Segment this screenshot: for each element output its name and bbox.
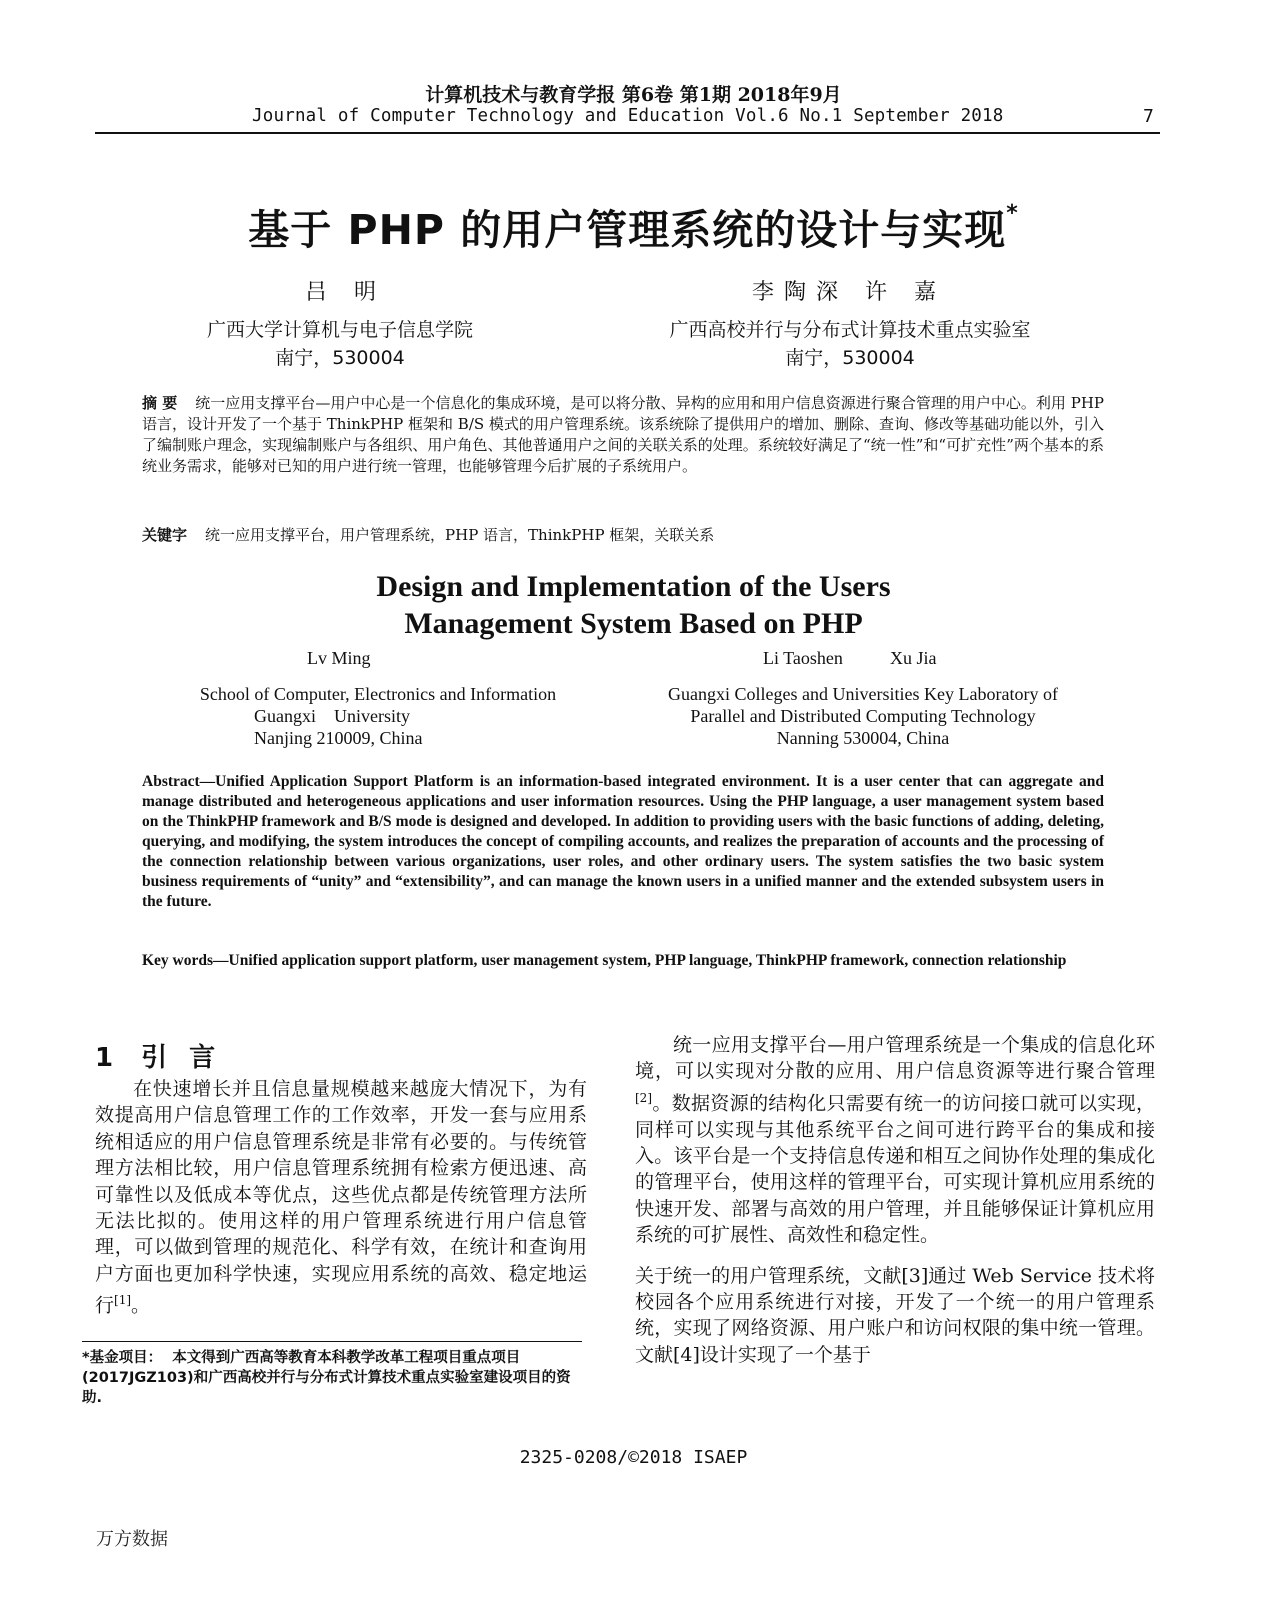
paper-title-cn bbox=[0, 197, 1267, 256]
affiliation-en-right bbox=[608, 683, 1118, 749]
body-right-p1-text-b: 。数据资源的结构化只需要有统一的访问接口就可以实现，同样可以实现与其他系统平台之间可进行跨平台的集成和接入。该平台是一个支持信息传递和相互之间协作处理的集成化的管理平台，使用这样的管理平台，可实现计算机应用系统的快速开发、部署与高效的用户管理，并且能够保证计算机应用系统的可扩展性、高效性和稳定性。 bbox=[635, 1092, 1155, 1247]
footnote-label: *基金项目： bbox=[82, 1350, 163, 1366]
author-en-left: Lv Ming bbox=[307, 648, 371, 668]
body-right-paragraph-2: 关于统一的用户管理系统，文献[3]通过 Web Service 技术将校园各个应用系统进行对接，开发了一个统一的用户管理系统，实现了网络资源、用户账户和访问权限的集中统一管理。文献[4]设计实现了一个基于 bbox=[635, 1264, 1155, 1366]
affiliation-en-left-line-2: Guangxi University bbox=[254, 706, 410, 726]
keywords-cn bbox=[142, 525, 1104, 546]
journal-header-cn: 计算机技术与教育学报 第6卷 第1期 2018年9月 bbox=[425, 84, 842, 106]
paper-title-en-line-2: Management System Based on PHP bbox=[404, 607, 863, 640]
affiliation-en-left-line-1: School of Computer, Electronics and Information bbox=[199, 684, 557, 704]
section-title: 引言 bbox=[141, 1043, 238, 1073]
citation-1: [1] bbox=[114, 1293, 132, 1308]
issn-line: 2325-0208/©2018 ISAEP bbox=[519, 1447, 748, 1468]
journal-header-en: Journal of Computer Technology and Education Vol.6 No.1 September 2018 bbox=[252, 106, 1004, 126]
footnote bbox=[82, 1348, 582, 1408]
header-rule bbox=[95, 132, 1160, 134]
abstract-cn-label: 摘 要 bbox=[142, 394, 178, 412]
body-left-column bbox=[95, 1076, 587, 1319]
affiliation-en-left-line-3: Nanjing 210009, China bbox=[254, 728, 423, 748]
body-right-column bbox=[635, 1032, 1155, 1368]
body-left-paragraph bbox=[95, 1076, 587, 1319]
keywords-cn-label: 关键字 bbox=[142, 526, 188, 544]
affiliation-cn-left-line-2: 南宁，530004 bbox=[275, 347, 405, 369]
affiliation-en-right-line-2: Parallel and Distributed Computing Technology bbox=[690, 706, 1036, 726]
affiliation-en-right-line-1: Guangxi Colleges and Universities Key Laboratory of bbox=[668, 684, 1058, 704]
abstract-cn-text: 统一应用支撑平台—用户中心是一个信息化的集成环境，是可以将分散、异构的应用和用户信息资源进行聚合管理的用户中心。利用 PHP 语言，设计开发了一个基于 ThinkPHP 框架和 B/S 模式的用户管理系统。该系统除了提供用户的增加、删除、查询、修改等基础功能以外，引入了编制账户理念，实现编制账户与各组织、用户角色、其他普通用户之间的关联关系的处理。系统较好满足了“统一性”和“可扩充性”两个基本的系统业务需求，能够对已知的用户进行统一管理，也能够管理今后扩展的子系统用户。 bbox=[142, 394, 1104, 475]
author-cn-left: 吕 明 bbox=[305, 280, 386, 305]
section-number: 1 bbox=[95, 1043, 114, 1073]
affiliation-cn-right-line-1: 广西高校并行与分布式计算技术重点实验室 bbox=[669, 319, 1031, 341]
abstract-en: Abstract—Unified Application Support Platform is an information-based integrated environment. It is a user center that can aggregate and manage distributed and heterogeneous applications and user information resources. Using the PHP language, a user management system based on the ThinkPHP framework and B/S mode is designed and developed. In addition to providing users with the basic functions of adding, deleting, querying, and modifying, the system introduces the concept of compiling accounts, and realizes the preparation of accounts and the processing of the connection relationship between various organizations, user roles, and other ordinary users. The system satisfies the two basic system business requirements of “unity” and “extensibility”, and can manage the known users in a unified manner and the extended subsystem users in the future. bbox=[142, 773, 1104, 910]
affiliation-cn-right-line-2: 南宁，530004 bbox=[785, 347, 915, 369]
citation-2: [2] bbox=[635, 1090, 652, 1105]
title-footnote-mark: * bbox=[1006, 201, 1019, 226]
page-number: 7 bbox=[1143, 106, 1154, 127]
footnote-rule bbox=[82, 1341, 582, 1342]
affiliation-cn-right bbox=[610, 316, 1090, 372]
author-en-right-2: Xu Jia bbox=[890, 648, 937, 668]
footnote-text: 本文得到广西高等教育本科教学改革工程项目重点项目(2017JGZ103)和广西高校并行与分布式计算技术重点实验室建设项目的资助. bbox=[82, 1350, 571, 1406]
affiliation-en-left bbox=[168, 683, 588, 749]
keywords-en: Key words—Unified application support platform, user management system, PHP language, ThinkPHP framework, connection relationship bbox=[142, 952, 1067, 969]
body-left-text: 在快速增长并且信息量规模越来越庞大情况下，为有效提高用户信息管理工作的工作效率，开发一套与应用系统相适应的用户信息管理系统是非常有必要的。与传统管理方法相比较，用户信息管理系统拥有检索方便迅速、高可靠性以及低成本等优点，这些优点都是传统管理方法所无法比拟的。使用这样的用户管理系统进行用户信息管理，可以做到管理的规范化、科学有效，在统计和查询用户方面也更加科学快速，实现应用系统的高效、稳定地运行 bbox=[95, 1078, 587, 1317]
body-right-paragraph-1 bbox=[635, 1032, 1155, 1249]
paper-title-en-line-1: Design and Implementation of the Users bbox=[376, 570, 891, 603]
body-left-end: 。 bbox=[131, 1294, 151, 1317]
keywords-cn-text: 统一应用支撑平台，用户管理系统，PHP 语言，ThinkPHP 框架，关联关系 bbox=[205, 526, 715, 544]
author-cn-right: 李陶深 许 嘉 bbox=[752, 280, 946, 305]
wanfang-watermark: 万方数据 bbox=[96, 1529, 168, 1550]
section-heading bbox=[95, 1037, 237, 1074]
body-right-p1-text-a: 统一应用支撑平台—用户管理系统是一个集成的信息化环境，可以实现对分散的应用、用户信息资源等进行聚合管理 bbox=[635, 1034, 1155, 1083]
affiliation-cn-left-line-1: 广西大学计算机与电子信息学院 bbox=[206, 319, 473, 341]
paper-title-cn-text: 基于 PHP 的用户管理系统的设计与实现 bbox=[248, 206, 1007, 254]
paper-title-en bbox=[0, 568, 1267, 642]
abstract-cn bbox=[142, 393, 1104, 477]
affiliation-en-right-line-3: Nanning 530004, China bbox=[776, 728, 950, 748]
affiliation-cn-left bbox=[150, 316, 530, 372]
author-en-right-1: Li Taoshen bbox=[763, 648, 843, 668]
